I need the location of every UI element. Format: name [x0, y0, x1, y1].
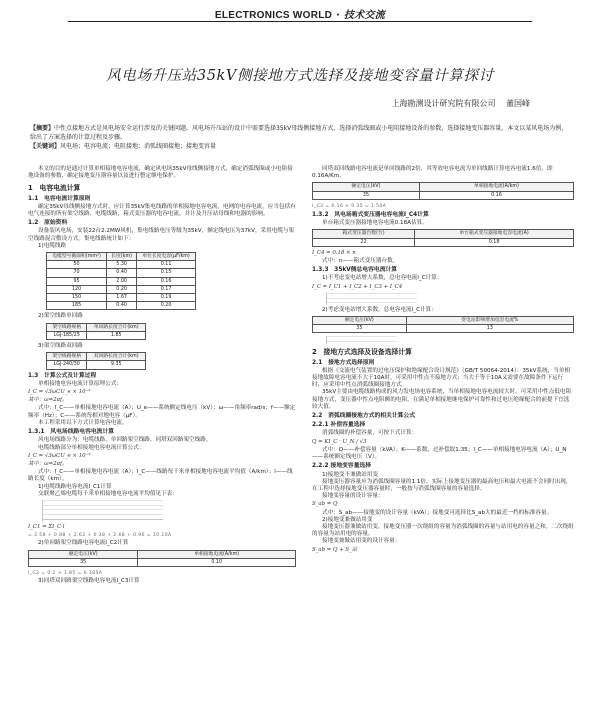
table-row	[47, 269, 196, 277]
abstract-text: 中性点接地方式是风电场安全运行涉及的关键问题。风电场升压站的设计中需要选择35kV母线侧接地方式、选择消弧线圈或小电阻接地设备的参数，选择接地变压器容量。本文以某风电场为例，给出了方案选择的计算过程及步骤。	[30, 125, 568, 142]
section-2-heading: 2 接地方式选择及设备选择计算	[312, 348, 412, 357]
section-1-heading: 1 电容电流计算	[28, 184, 81, 193]
table-header-cell: 单位长度电容(μF/km)	[137, 253, 196, 261]
right-column	[312, 166, 574, 555]
adjusted-current-image	[326, 336, 397, 344]
author-line	[391, 98, 530, 109]
single-overhead-label: 2)架空线路单回路	[38, 313, 83, 320]
double-overhead-table	[46, 352, 146, 369]
journal-brand: ELECTRONICS WORLD	[214, 10, 333, 21]
table-cell: 0.17	[137, 285, 196, 293]
keywords-text: 风电场；电容电流；电阻接地；消弧线圈接地；接地变容量	[60, 143, 217, 151]
cable-table	[46, 252, 196, 310]
table-cell: 0.11	[137, 261, 196, 269]
formula-5: I_C3 = 0.16 × 9.35 = 1.50A	[312, 203, 387, 209]
table-cell: 13	[406, 325, 573, 333]
double-circuit-table	[312, 182, 574, 199]
header-rule	[68, 21, 532, 22]
formula-7: I_C = I_C1 + I_C2 + I_C3 + I_C4	[312, 283, 403, 290]
article-title: 风电场升压站35kV侧接地方式选择及接地变容量计算探讨	[106, 68, 494, 84]
grounding-transformer-b: 接地变压器容量应为消弧线圈容量的1.1倍，实际上接地变压器的最高电压和最大电流不会同时出现，在工程中选择接地变压器容量时，一般按与消弧线圈容量的容量选择。	[312, 478, 572, 492]
section-1-1-text: 确定35kV母线侧接地方式时，应计算35kV集电线路的单相接地电容电流，电网的电容电流，应当包括有电气连接的所有架空线路、电缆线路，箱式变压器的电容电流，并计及升压站母线和电器的影响。	[28, 203, 296, 218]
section-2-2-1-heading: 2.2.1 补偿容量选择	[312, 422, 366, 429]
section-2-2-2-heading: 2.2.2 接地变容量选择	[312, 463, 372, 470]
table-cell: 150	[47, 294, 107, 302]
table-cell: 0.15	[137, 269, 196, 277]
table-cell: 0.20	[107, 285, 137, 293]
abstract-label: 【摘要】	[30, 125, 55, 132]
section-1-3-heading: 1.3 计算公式及计算过程	[28, 372, 97, 379]
table-header-cell: 电缆型号截面积(mm²)	[47, 253, 107, 261]
header-separator: ·	[336, 10, 341, 21]
section-2-1-text-b: 35kV主要由电缆线路构成的风力发电场电容系统，当单相接地电容电流较大时，可采用中性点低电阻接地方式，变压器中性点电阻额的电阻，在满足单相接地继电保护可靠性和过电压绝缘配合的前提下宜选较大值。	[312, 389, 572, 410]
left-column	[28, 166, 296, 585]
table-header-cell: 双回路长度合计(km)	[87, 353, 146, 361]
abstract	[30, 124, 570, 152]
grounding-transformer-c: 接地变容量的设计容量：	[322, 493, 384, 500]
section-1-3-1-heading: 1.3.1 风电场线路电容电流计算	[28, 429, 115, 436]
table-cell: 5.30	[107, 261, 137, 269]
formula-8-legend: 式中：Q——补偿容量（kVA）；K——系数，过补偿取1.35；I_C——单相接地电容电流（A）；U_N——系统额定线电压（V）。	[312, 446, 567, 461]
table-cell: 0.40	[107, 269, 137, 277]
grounding-transformer-f: 接地变压器兼做站用变，接地变压器一次绕组的容量为消弧线圈的容量与站用电的容量之和，二次绕组的容量为站用电的容量。	[312, 523, 574, 538]
section-1-3-3-heading: 1.3.3 35kV侧总电容电流计算	[312, 267, 398, 274]
method-note: 本工程采用以下方式计算电容电流。	[38, 419, 128, 426]
table-header-cell: 额定电压(kV)	[313, 317, 407, 325]
formula-2: I_C = √3ωCU_e × 10⁻³	[28, 452, 91, 459]
header-section: 技术交流	[343, 10, 386, 21]
formula-1: I_C = √3ωCU_e × 10⁻³	[28, 389, 91, 396]
table-header-cell: 长度(km)	[107, 253, 137, 261]
table-header-cell: 额定电压(kV)	[313, 183, 420, 191]
single-overhead-current-heading: 2)单回路架空线路电容电流I_C2计算	[38, 540, 129, 547]
table-header-cell: 额定电压(kV)	[29, 550, 138, 558]
grounding-transformer-e: 2)接地变兼做站用变	[322, 516, 373, 523]
table-cell: 2.00	[107, 277, 137, 285]
cable-formula-intro: 电缆线路部分单相接地电容电流计算公式：	[38, 444, 145, 451]
formula-2-where: 其中：ω=2πf。	[28, 460, 68, 467]
formula-6-legend: 式中：n——箱式变压器台数。	[322, 258, 399, 265]
table-cell: 0.40	[107, 302, 137, 310]
substation-factor-table	[312, 316, 574, 333]
table-cell: 0.20	[137, 302, 196, 310]
table-row	[313, 191, 574, 199]
table-cell: LGJ-240/30	[47, 361, 87, 369]
table-header-cell: 单台箱式变压器接地电容电流(A)	[415, 230, 574, 238]
section-1-3-2-heading: 1.3.2 风电场箱式变压器电容电流I_C4计算	[312, 212, 429, 219]
table-row	[47, 261, 196, 269]
table-cell: 1.85	[87, 331, 146, 339]
formula-2-legend: 式中：I_C——单相接地电容电流（A）；I_C——线路每千米单相接地电容电流平均值（A/km）；l——线路长度（km）。	[28, 469, 293, 483]
table-cell: 1.67	[107, 294, 137, 302]
section-2-1-heading: 2.1 接地方式选择原则	[312, 359, 375, 366]
table-cell: 185	[47, 302, 107, 310]
table-row	[313, 325, 574, 333]
section-1-3-2-text: 单台箱式变压器接地电容电流0.18A估算。	[322, 220, 428, 227]
table-cell: 0.16	[419, 191, 573, 199]
running-header	[0, 6, 600, 21]
formula-6: I_C4 = 0.18 × n	[312, 249, 356, 256]
table-cell: 0.10	[138, 558, 296, 566]
section-2-1-text: 根据《交流电气装置的过电压保护和绝缘配合设计规范》（GB/T 50064-2014）：35kV系统，当单相接地故障电容电流不大于10A时，可采用中性点不接地方式；当大于等于10A又需要在故障条件下运行时，应采用中性点消弧线圈接地方式。	[312, 367, 571, 389]
formula-3-calc: = 2.58 + 0.88 + 2.62 + 0.38 + 2.68 + 0.96 = 10.10A	[28, 533, 172, 539]
table-row	[313, 238, 574, 246]
cable-current-note: 交联聚乙烯电缆每千米单相接地电容电流平均值见下表：	[38, 490, 178, 497]
table-row	[47, 331, 146, 339]
table-row	[47, 294, 196, 302]
cable-current-table-image	[42, 500, 163, 522]
cable-line-label: 1)电缆线路	[38, 242, 67, 249]
table-header-cell: 箱式变压器台数(台)	[313, 230, 415, 238]
grounding-transformer-a: 1)接地变不兼做站用变	[322, 471, 379, 478]
table-header-row	[47, 253, 196, 261]
table-cell: 95	[47, 277, 107, 285]
formula-4: I_C2 = 0.1 × 1.85 = 0.185A	[28, 570, 103, 576]
formula-9: S_ab = Q	[312, 501, 338, 508]
table-header-cell: 单相接地电流(A/km)	[419, 183, 573, 191]
intro-paragraph: 本文的目的是通过计算单相接地电容电流，确定风电场35kV母线侧接地方式，确定消弧线圈或小电阻接地设备的参数，确定接地变压器容量以及进行整定继电保护。	[28, 166, 293, 180]
single-overhead-table	[46, 323, 146, 340]
formula-8: Q = KI_C · U_N / √3	[312, 438, 367, 445]
table-cell: 0.19	[137, 294, 196, 302]
cable-current-heading: 1)电缆线路电容电流I_C1计算	[38, 483, 112, 490]
table-cell: 0.16	[137, 277, 196, 285]
table-header-cell: 单相接地电流(A/km)	[138, 550, 296, 558]
section-1-3-1-text: 风电场线路分为：电缆线路、单回路架空线路、同塔双回路架空线路。	[38, 437, 212, 444]
section-2-2-heading: 2.2 消弧线圈接地方式的相关计算公式	[312, 413, 416, 420]
table-cell: 35	[313, 325, 407, 333]
total-current-calc-image	[326, 293, 417, 305]
table-row	[47, 285, 196, 293]
keywords-label: 【关键词】	[30, 143, 61, 151]
formula-3: I_C1 = ΣI_C·l	[28, 523, 65, 530]
table-cell: 35	[313, 191, 420, 199]
table-cell: 70	[47, 269, 107, 277]
formula-10: S_ab = Q + S_站	[312, 546, 358, 553]
section-1-2-heading: 1.2 原始资料	[28, 220, 68, 227]
table-cell: 120	[47, 285, 107, 293]
formula-1-where: 其中：ω=2πf。	[28, 397, 68, 404]
author-name: 董国峰	[506, 99, 530, 108]
table-cell: 9.35	[87, 361, 146, 369]
section-1-1-heading: 1.1 电容电流计算原则	[28, 195, 91, 202]
author-org: 上海勘测设计研究院有限公司	[391, 99, 496, 108]
total-current-b: 2)考虑变电站增大系数，总电容电流I_C计算：	[322, 306, 437, 313]
formula-intro: 单相接地电容电流计算原理公式：	[38, 380, 122, 387]
double-circuit-text: 同塔双回线路电容电流是单回线路的2倍，其等效电容电流为单回线路计算电容电流1.6倍，即0.16A/Km。	[312, 166, 553, 180]
table-header-cell: 架空线路规格	[47, 353, 87, 361]
total-current-a: 1)不考虑变电站增大系数，总电容电流I_C计算：	[322, 275, 443, 282]
double-overhead-label: 3)架空线路双回路	[38, 343, 83, 350]
formula-1-legend: 式中：I_C——单相接地电容电流（A）；U_e——系统额定线电压（kV）；ω——角频率rad/s；f——额定频率（Hz）；C——系统每相对地电容（μF）。	[28, 405, 296, 419]
box-transformer-table	[312, 229, 574, 246]
table-row	[47, 277, 196, 285]
table-cell: 22	[313, 238, 415, 246]
table-cell: 50	[47, 261, 107, 269]
table-header-cell: 架空线路规格	[47, 323, 87, 331]
table-cell: 35	[29, 558, 138, 566]
single-overhead-current-table	[28, 550, 296, 567]
section-2-2-1-text: 消弧线圈的补偿容量，可按下式计算：	[322, 430, 418, 437]
table-cell: LGJ-185/25	[47, 331, 87, 339]
table-cell: 0.18	[415, 238, 574, 246]
double-overhead-current-heading: 3)同塔双回路架空线路电容电流I_C3计算	[38, 578, 140, 585]
table-header-cell: 单回路长度合计(km)	[87, 323, 146, 331]
table-header-cell: 变电站影响增加电容电流%	[406, 317, 573, 325]
table-row	[47, 361, 146, 369]
formula-9-legend: 式中：S_ab——接地变的设计容量（kVA）；接地变可选择比S_ab大的最近一档的标准容量。	[322, 509, 553, 516]
grounding-transformer-g: 接地变兼做站用变的设计容量：	[322, 538, 401, 545]
section-1-2-text: 设备装风电场，安装22台2.2MW风机，集电线路电压等级为35kV，额定线电压为37kV，采用电缆与架空线路混合敷设方式。集电线路统计如下：	[28, 228, 295, 242]
table-row	[29, 558, 296, 566]
table-row	[47, 302, 196, 310]
